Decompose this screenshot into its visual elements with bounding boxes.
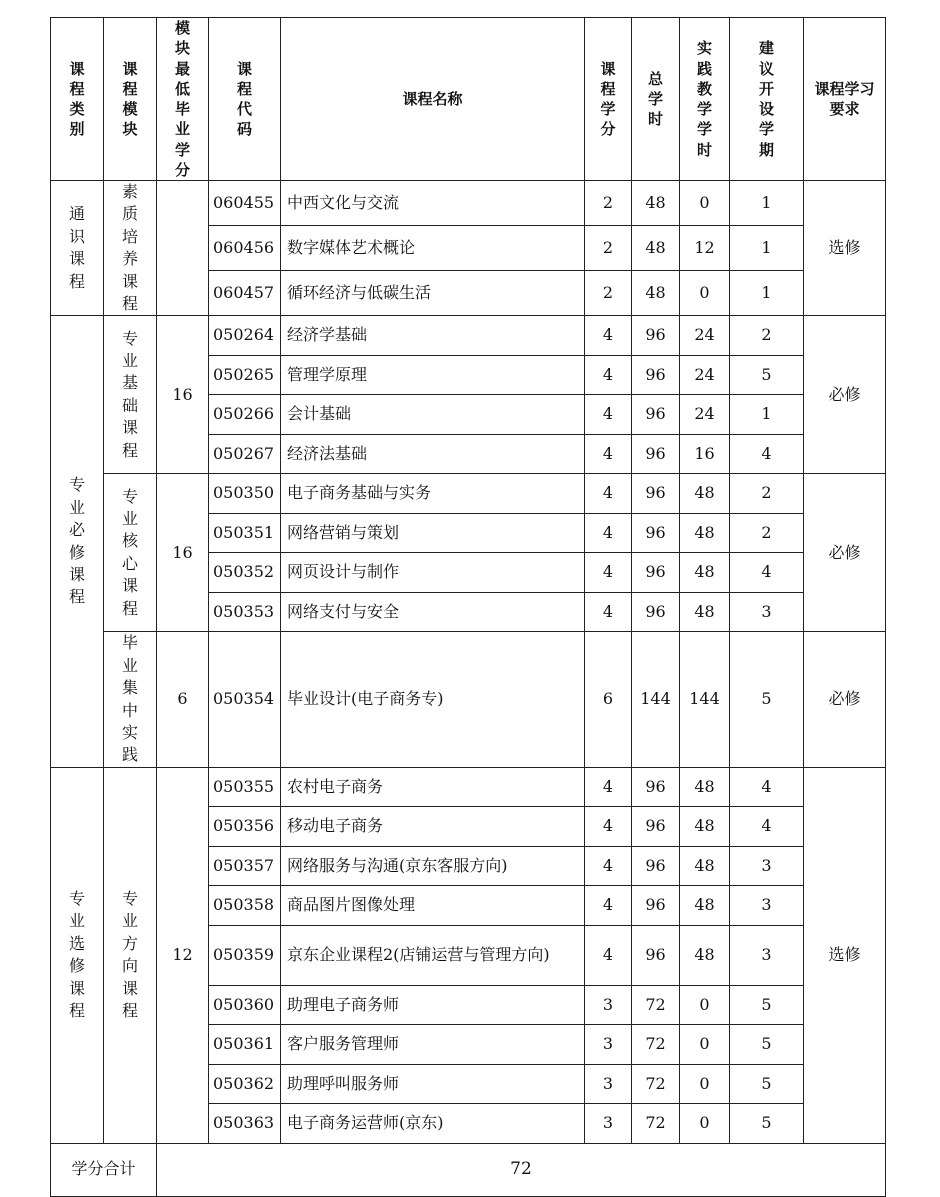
module-cell: 专业核心课程 — [104, 474, 157, 632]
requirement-cell: 选修 — [804, 767, 886, 1143]
course-practice-hours: 144 — [680, 632, 730, 767]
course-total-hours: 96 — [632, 513, 680, 553]
course-name: 经济学基础 — [281, 316, 585, 356]
course-code: 050357 — [209, 846, 281, 886]
requirement-cell: 必修 — [804, 632, 886, 767]
course-code: 050354 — [209, 632, 281, 767]
table-row — [51, 632, 886, 767]
course-semester: 3 — [730, 592, 804, 632]
course-code: 050350 — [209, 474, 281, 514]
course-practice-hours: 48 — [680, 513, 730, 553]
course-name: 经济法基础 — [281, 434, 585, 474]
course-name: 客户服务管理师 — [281, 1025, 585, 1065]
course-credits: 4 — [585, 474, 632, 514]
course-semester: 5 — [730, 1104, 804, 1144]
course-practice-hours: 0 — [680, 985, 730, 1025]
course-practice-hours: 48 — [680, 807, 730, 847]
module-cell: 素质培养课程 — [104, 181, 157, 316]
course-credits: 4 — [585, 355, 632, 395]
course-credits: 2 — [585, 271, 632, 316]
course-credits: 4 — [585, 434, 632, 474]
table-row — [51, 316, 886, 356]
course-name: 网络支付与安全 — [281, 592, 585, 632]
course-semester: 3 — [730, 846, 804, 886]
course-practice-hours: 0 — [680, 1064, 730, 1104]
course-credits: 4 — [585, 316, 632, 356]
course-practice-hours: 24 — [680, 316, 730, 356]
header-credits: 课程学分 — [585, 18, 632, 181]
course-credits: 3 — [585, 985, 632, 1025]
course-code: 050352 — [209, 553, 281, 593]
course-semester: 2 — [730, 513, 804, 553]
course-credits: 4 — [585, 846, 632, 886]
min-credits-cell: 6 — [157, 632, 209, 767]
course-name: 毕业设计(电子商务专) — [281, 632, 585, 767]
course-total-hours: 96 — [632, 807, 680, 847]
category-cell: 专业必修课程 — [51, 316, 104, 767]
course-credits: 4 — [585, 592, 632, 632]
course-practice-hours: 0 — [680, 181, 730, 226]
header-requirement: 课程学习要求 — [804, 18, 886, 181]
course-name: 助理电子商务师 — [281, 985, 585, 1025]
course-credits: 4 — [585, 807, 632, 847]
course-practice-hours: 24 — [680, 355, 730, 395]
course-code: 060455 — [209, 181, 281, 226]
course-total-hours: 48 — [632, 271, 680, 316]
course-name: 中西文化与交流 — [281, 181, 585, 226]
total-credits-value: 72 — [157, 1143, 886, 1196]
course-code: 060457 — [209, 271, 281, 316]
total-credits-label: 学分合计 — [51, 1143, 157, 1196]
course-credits: 4 — [585, 886, 632, 926]
course-semester: 2 — [730, 474, 804, 514]
course-practice-hours: 16 — [680, 434, 730, 474]
course-practice-hours: 12 — [680, 226, 730, 271]
course-name: 网络营销与策划 — [281, 513, 585, 553]
course-credits: 3 — [585, 1064, 632, 1104]
course-practice-hours: 48 — [680, 592, 730, 632]
course-total-hours: 72 — [632, 1104, 680, 1144]
course-name: 农村电子商务 — [281, 767, 585, 807]
course-credits: 2 — [585, 226, 632, 271]
course-name: 电子商务基础与实务 — [281, 474, 585, 514]
module-cell: 毕业集中实践 — [104, 632, 157, 767]
course-code: 050351 — [209, 513, 281, 553]
course-code: 050264 — [209, 316, 281, 356]
course-code: 050353 — [209, 592, 281, 632]
course-total-hours: 72 — [632, 985, 680, 1025]
course-code: 060456 — [209, 226, 281, 271]
course-name: 网络服务与沟通(京东客服方向) — [281, 846, 585, 886]
course-name: 循环经济与低碳生活 — [281, 271, 585, 316]
course-semester: 1 — [730, 395, 804, 435]
header-name: 课程名称 — [281, 18, 585, 181]
header-practice-hours: 实践教学学时 — [680, 18, 730, 181]
course-total-hours: 96 — [632, 592, 680, 632]
course-code: 050361 — [209, 1025, 281, 1065]
course-total-hours: 96 — [632, 767, 680, 807]
course-semester: 4 — [730, 553, 804, 593]
course-semester: 5 — [730, 355, 804, 395]
course-credits: 3 — [585, 1104, 632, 1144]
course-practice-hours: 48 — [680, 767, 730, 807]
requirement-cell: 必修 — [804, 316, 886, 474]
course-code: 050266 — [209, 395, 281, 435]
header-min-credits: 模块最低毕业学分 — [157, 18, 209, 181]
table-row — [51, 181, 886, 226]
course-total-hours: 96 — [632, 925, 680, 985]
curriculum-table — [50, 17, 886, 1197]
course-semester: 1 — [730, 181, 804, 226]
course-total-hours: 96 — [632, 846, 680, 886]
course-name: 助理呼叫服务师 — [281, 1064, 585, 1104]
course-credits: 2 — [585, 181, 632, 226]
course-credits: 4 — [585, 767, 632, 807]
min-credits-cell: 12 — [157, 767, 209, 1143]
course-total-hours: 96 — [632, 316, 680, 356]
course-credits: 4 — [585, 513, 632, 553]
table-row — [51, 767, 886, 807]
course-name: 移动电子商务 — [281, 807, 585, 847]
course-code: 050265 — [209, 355, 281, 395]
course-name: 网页设计与制作 — [281, 553, 585, 593]
course-code: 050359 — [209, 925, 281, 985]
course-total-hours: 96 — [632, 395, 680, 435]
course-practice-hours: 24 — [680, 395, 730, 435]
course-semester: 4 — [730, 434, 804, 474]
course-name: 管理学原理 — [281, 355, 585, 395]
course-semester: 4 — [730, 767, 804, 807]
course-total-hours: 96 — [632, 355, 680, 395]
min-credits-cell: 16 — [157, 474, 209, 632]
header-code: 课程代码 — [209, 18, 281, 181]
category-cell: 专业选修课程 — [51, 767, 104, 1143]
course-code: 050267 — [209, 434, 281, 474]
course-semester: 1 — [730, 226, 804, 271]
course-code: 050355 — [209, 767, 281, 807]
course-credits: 4 — [585, 925, 632, 985]
course-semester: 5 — [730, 632, 804, 767]
category-cell: 通识课程 — [51, 181, 104, 316]
course-practice-hours: 48 — [680, 846, 730, 886]
course-total-hours: 96 — [632, 553, 680, 593]
course-name: 数字媒体艺术概论 — [281, 226, 585, 271]
course-total-hours: 96 — [632, 886, 680, 926]
course-credits: 4 — [585, 395, 632, 435]
course-practice-hours: 0 — [680, 271, 730, 316]
course-semester: 3 — [730, 886, 804, 926]
course-semester: 5 — [730, 1025, 804, 1065]
course-name: 商品图片图像处理 — [281, 886, 585, 926]
course-practice-hours: 48 — [680, 886, 730, 926]
header-category: 课程类别 — [51, 18, 104, 181]
course-name: 京东企业课程2(店铺运营与管理方向) — [281, 925, 585, 985]
course-code: 050358 — [209, 886, 281, 926]
course-total-hours: 144 — [632, 632, 680, 767]
course-name: 电子商务运营师(京东) — [281, 1104, 585, 1144]
course-code: 050363 — [209, 1104, 281, 1144]
course-practice-hours: 48 — [680, 553, 730, 593]
course-name: 会计基础 — [281, 395, 585, 435]
requirement-cell: 必修 — [804, 474, 886, 632]
module-cell: 专业基础课程 — [104, 316, 157, 474]
min-credits-cell: 16 — [157, 316, 209, 474]
course-semester: 3 — [730, 925, 804, 985]
course-semester: 5 — [730, 985, 804, 1025]
course-practice-hours: 48 — [680, 474, 730, 514]
table-body — [51, 181, 886, 1197]
course-practice-hours: 48 — [680, 925, 730, 985]
course-total-hours: 48 — [632, 226, 680, 271]
course-total-hours: 72 — [632, 1025, 680, 1065]
header-total-hours: 总学时 — [632, 18, 680, 181]
course-total-hours: 48 — [632, 181, 680, 226]
table-header — [51, 18, 886, 181]
course-code: 050356 — [209, 807, 281, 847]
course-semester: 5 — [730, 1064, 804, 1104]
course-total-hours: 72 — [632, 1064, 680, 1104]
table-row — [51, 474, 886, 514]
course-credits: 6 — [585, 632, 632, 767]
total-row — [51, 1143, 886, 1196]
module-cell: 专业方向课程 — [104, 767, 157, 1143]
course-practice-hours: 0 — [680, 1104, 730, 1144]
header-semester: 建议开设学期 — [730, 18, 804, 181]
course-total-hours: 96 — [632, 434, 680, 474]
min-credits-cell — [157, 181, 209, 316]
course-semester: 2 — [730, 316, 804, 356]
course-total-hours: 96 — [632, 474, 680, 514]
course-code: 050360 — [209, 985, 281, 1025]
course-semester: 4 — [730, 807, 804, 847]
header-module: 课程模块 — [104, 18, 157, 181]
course-credits: 3 — [585, 1025, 632, 1065]
course-semester: 1 — [730, 271, 804, 316]
course-credits: 4 — [585, 553, 632, 593]
requirement-cell: 选修 — [804, 181, 886, 316]
course-practice-hours: 0 — [680, 1025, 730, 1065]
course-code: 050362 — [209, 1064, 281, 1104]
